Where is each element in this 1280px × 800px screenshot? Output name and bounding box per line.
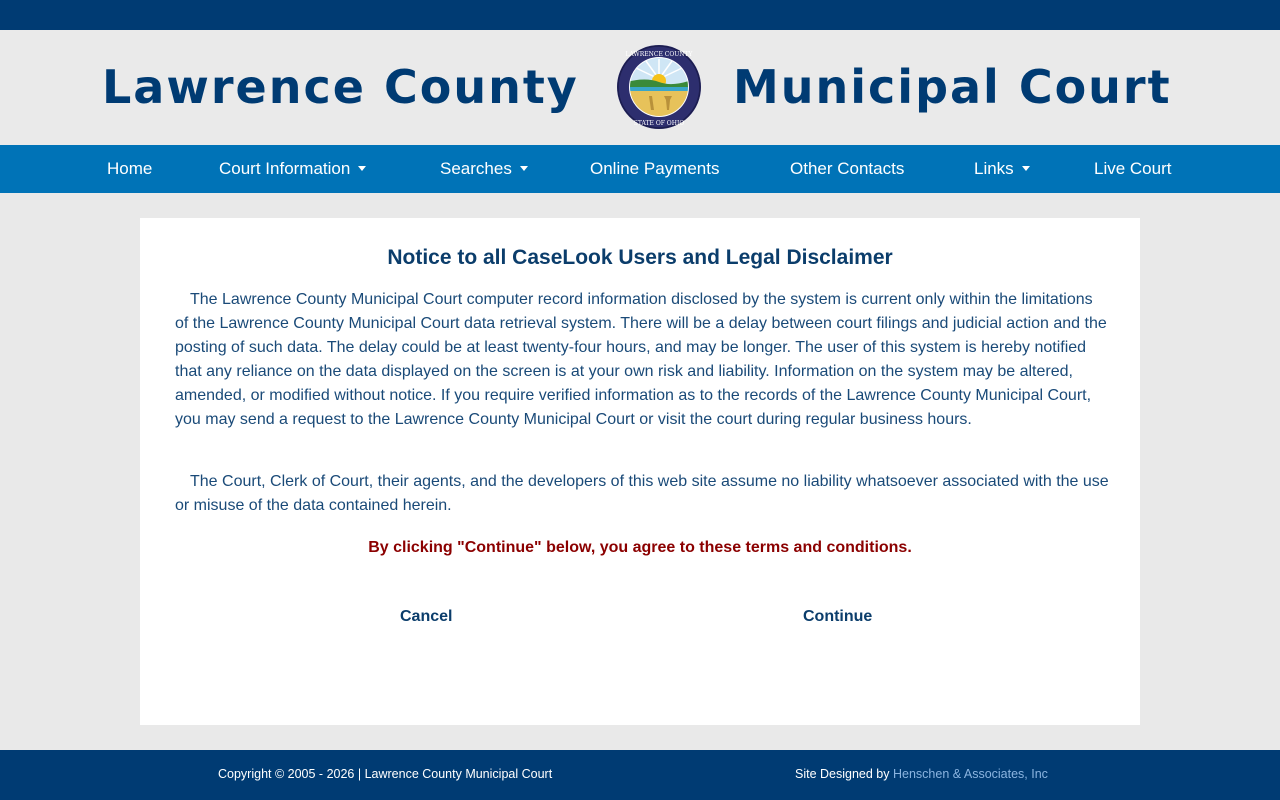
nav-searches[interactable] bbox=[440, 145, 528, 193]
disclaimer-paragraph-2: The Court, Clerk of Court, their agents, and the developers of this web site assume no liability whatsoever associated with the use or misuse of the data contained herein. bbox=[175, 473, 1109, 514]
nav-court-information[interactable] bbox=[219, 145, 366, 193]
continue-button[interactable]: Continue bbox=[803, 608, 873, 625]
seal-top-text: LAWRENCE COUNTY bbox=[625, 51, 693, 58]
nav-home[interactable] bbox=[107, 145, 152, 193]
nav-online-payments-label: Online Payments bbox=[590, 159, 720, 178]
nav-searches-label: Searches bbox=[440, 159, 512, 178]
site-title-left: Lawrence County bbox=[102, 60, 579, 114]
disclaimer-paragraph-1: The Lawrence County Municipal Court computer record information disclosed by the system is current only within the limitations of the Lawrence County Municipal Court data retrieval system. There will be a delay between court filings and judicial action and the posting of such data. The delay could be at least twenty-four hours, and may be longer. The user of this system is hereby notified that any reliance on the data displayed on the screen is at your own risk and liability. Information on the system may be altered, amended, or modified without notice. If you require verified information as to the records of the Lawrence County Municipal Court, you may send a request to the Lawrence County Municipal Court or visit the court during regular business hours. bbox=[175, 291, 1107, 428]
caret-down-icon bbox=[520, 166, 528, 171]
nav-links[interactable] bbox=[974, 145, 1030, 193]
copyright-text: Copyright © 2005 - 2026 | Lawrence County Municipal Court bbox=[218, 767, 553, 781]
county-seal-logo[interactable] bbox=[616, 44, 702, 130]
cancel-button[interactable]: Cancel bbox=[400, 608, 453, 625]
site-header bbox=[0, 30, 1280, 145]
nav-links-label: Links bbox=[974, 159, 1014, 178]
nav-live-court-label: Live Court bbox=[1094, 159, 1172, 178]
disclaimer-title: Notice to all CaseLook Users and Legal Disclaimer bbox=[387, 246, 893, 269]
seal-bottom-text: STATE OF OHIO bbox=[633, 120, 685, 127]
designed-by bbox=[795, 767, 1048, 781]
nav-home-label: Home bbox=[107, 159, 153, 178]
site-title-right: Municipal Court bbox=[733, 60, 1172, 114]
caret-down-icon bbox=[1022, 166, 1030, 171]
nav-court-information-label: Court Information bbox=[219, 159, 351, 178]
nav-other-contacts[interactable] bbox=[790, 145, 904, 193]
site-footer bbox=[0, 750, 1280, 800]
nav-other-contacts-label: Other Contacts bbox=[790, 159, 905, 178]
main-nav bbox=[0, 145, 1280, 193]
nav-online-payments[interactable] bbox=[590, 145, 719, 193]
top-bar bbox=[0, 0, 1280, 30]
designed-by-prefix: Site Designed by bbox=[795, 767, 893, 781]
nav-live-court[interactable] bbox=[1094, 145, 1171, 193]
designer-link[interactable]: Henschen & Associates, Inc bbox=[892, 767, 1048, 781]
disclaimer-card bbox=[140, 218, 1140, 725]
caret-down-icon bbox=[358, 166, 366, 171]
agreement-notice: By clicking "Continue" below, you agree to these terms and conditions. bbox=[368, 539, 912, 556]
